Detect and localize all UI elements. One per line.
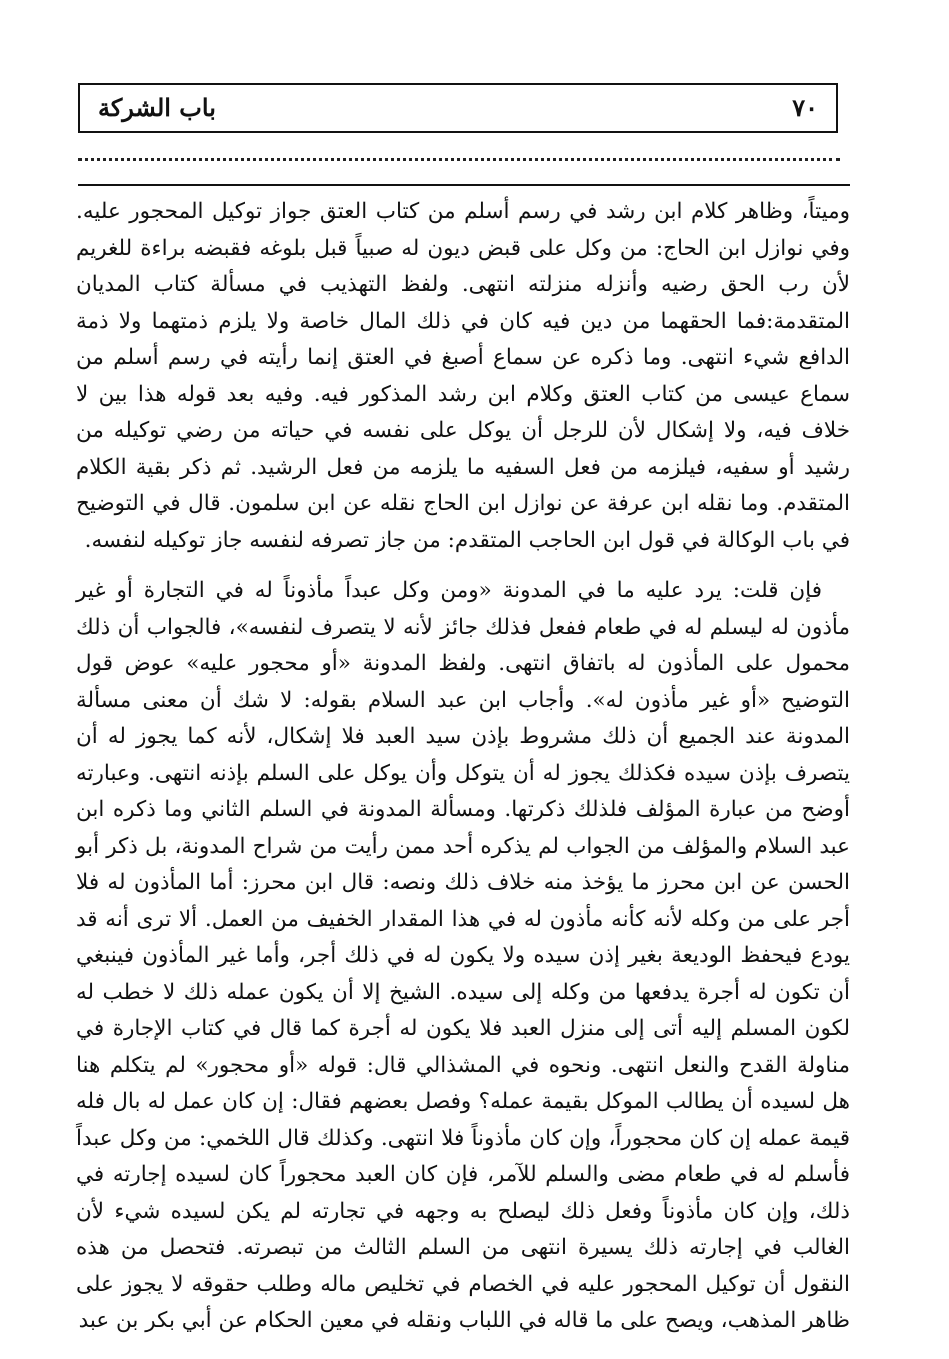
page-header [78,83,838,133]
header-rule [78,184,850,186]
section-title: باب الشركة [98,93,216,122]
paragraph-1: وميتاً، وظاهر كلام ابن رشد في رسم أسلم من كتاب العتق جواز توكيل المحجور عليه. وفي نوازل ابن الحاج: من وكل على قبض ديون له صبياً قبل بلوغه فقبضه براءة للغريم لأن رب الحق رضيه وأنزله منزلته انتهى. ولفظ التهذيب في مسألة كتاب المديان المتقدمة:فما الحقهما من دين فيه كان في ذلك المال خاصة ولا يلزم ذمتهما ولا ذمة الدافع شيء انتهى. وما ذكره عن سماع أصبغ في العتق إنما رأيته في رسم أسلم من سماع عيسى من كتاب العتق وكلام ابن رشد المذكور فيه. وفيه بعد قوله هذا بين لا خلاف فيه، ولا إشكال لأن للرجل أن يوكل على نفسه في حياته من رضي توكيله من رشيد أو سفيه، فيلزمه من فعل السفيه ما يلزمه من فعل الرشيد. ثم ذكر بقية الكلام المتقدم. وما نقله ابن عرفة عن نوازل ابن الحاج نقله عن ابن سلمون. قال في التوضيح في باب الوكالة في قول ابن الحاجب المتقدم: من جاز تصرفه لنفسه جاز توكيله لنفسه. [76,199,850,553]
dotted-divider [78,158,840,161]
page-number: ٧٠ [792,93,818,122]
body-text [76,194,850,1340]
paragraph-2: فإن قلت: يرد عليه ما في المدونة «ومن وكل عبداً مأذوناً له في التجارة أو غير مأذون له ليسلم له في طعام ففعل فذلك جائز لأنه لا يتصرف لنفسه»، فالجواب أن ذلك محمول على المأذون له باتفاق انتهى. ولفظ المدونة «أو محجور عليه» عوض قول التوضيح «أو غير مأذون له». وأجاب ابن عبد السلام بقوله: لا شك أن معنى مسألة المدونة عند الجميع أن ذلك مشروط بإذن سيد العبد فلا إشكال، لأنه كما يجوز له أن يتصرف بإذن سيده فكذلك يجوز له أن يتوكل وأن يوكل على السلم بإذنه انتهى. وعبارته أوضح من عبارة المؤلف فلذلك ذكرتها. ومسألة المدونة في السلم الثاني وما ذكره ابن عبد السلام والمؤلف من الجواب لم يذكره أحد ممن رأيت من شراح المدونة، بل ذكر أبو الحسن عن ابن محرز ما يؤخذ منه خلاف ذلك ونصه: قال ابن محرز: أما المأذون له فلا أجر على من وكله لأنه كأنه مأذون له في هذا المقدار الخفيف من العمل. ألا ترى أنه قد يودع فيحفظ الوديعة بغير إذن سيده ولا يكون له في ذلك أجر، وأما غير المأذون فينبغي أن تكون له أجرة يدفعها من وكله إلى سيده. الشيخ إلا أن يكون عمله ذلك لا خطب له لكون المسلم إليه أتى إلى منزل العبد فلا يكون له أجرة كما قال في كتاب الإجارة في مناولة القدح والنعل انتهى. ونحوه في المشذالي قال: قوله «أو محجور» لم يتكلم هنا هل لسيده أن يطالب الموكل بقيمة عمله؟ وفصل بعضهم فقال: إن كان عمل له بال فله قيمة عمله إن كان محجوراً، وإن كان مأذوناً فلا انتهى. وكذلك قال اللخمي: من وكل عبداً فأسلم له في طعام مضى والسلم للآمر، فإن كان العبد محجوراً كان لسيده إجارته في ذلك، وإن كان مأذوناً وفعل ذلك ليصلح به وجهه في تجارته لم يكن لسيده شيء لأن الغالب في إجارته ذلك يسيرة انتهى من السلم الثالث من تبصرته. فتحصل من هذه النقول أن توكيل المحجور عليه في الخصام في تخليص ماله وطلب حقوقه لا يجوز على ظاهر المذهب، ويصح على ما قاله في اللباب ونقله في معين الحكام عن أبي بكر بن عبد [76,578,850,1333]
